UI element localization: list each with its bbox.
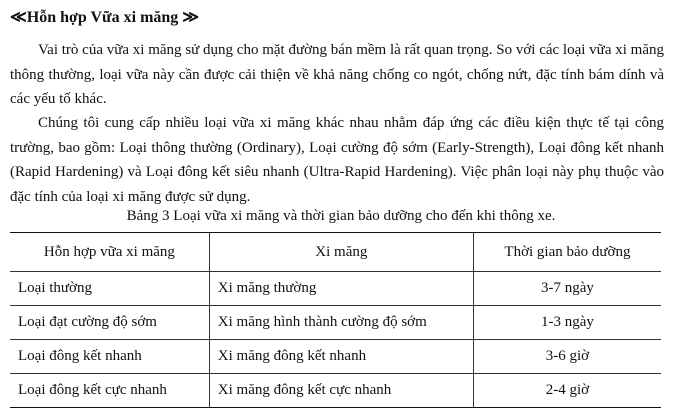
- intro-paragraph: Vai trò của vữa xi măng sử dụng cho mặt đường bán mềm là rất quan trọng. So với các loại vữa xi măng thông thường, loại vữa này cần được cải thiện về khả năng chống co ngót, chống nứt, đặc tính bám dính và các yếu tố khác.: [10, 42, 664, 107]
- cell-cement: Xi măng đông kết nhanh: [209, 340, 473, 374]
- table-row: [10, 340, 661, 374]
- cell-curing-time: 1-3 ngày: [473, 306, 661, 340]
- types-paragraph: Chúng tôi cung cấp nhiều loại vữa xi măng khác nhau nhằm đáp ứng các điều kiện thực tế tại công trường, bao gồm: Loại thông thường (Ordinary), Loại cường độ sớm (Early-Strength), Loại đông kết nhanh (Rapid Hardening) và Loại đông kết siêu nhanh (Ultra-Rapid Hardening). Việc phân loại này phụ thuộc vào đặc tính của loại xi măng được sử dụng.: [10, 115, 664, 205]
- cell-cement: Xi măng thường: [209, 272, 473, 306]
- cell-mortar-mix: Loại đạt cường độ sớm: [10, 306, 209, 340]
- cell-mortar-mix: Loại đông kết nhanh: [10, 340, 209, 374]
- header-curing-time: Thời gian bảo dưỡng: [473, 233, 661, 272]
- cell-curing-time: 2-4 giờ: [473, 374, 661, 408]
- table-row: [10, 272, 661, 306]
- header-cement: Xi măng: [209, 233, 473, 272]
- mortar-curing-table: [10, 232, 661, 408]
- cell-cement: Xi măng hình thành cường độ sớm: [209, 306, 473, 340]
- table-row: [10, 306, 661, 340]
- header-mortar-mix: Hỗn hợp vữa xi măng: [10, 233, 209, 272]
- table-header-row: [10, 233, 661, 272]
- section-title: ≪Hỗn hợp Vữa xi măng ≫: [10, 9, 200, 26]
- table-row: [10, 374, 661, 408]
- table-caption: Bảng 3 Loại vữa xi măng và thời gian bảo dưỡng cho đến khi thông xe.: [126, 208, 556, 224]
- cell-curing-time: 3-6 giờ: [473, 340, 661, 374]
- cell-mortar-mix: Loại thường: [10, 272, 209, 306]
- cell-curing-time: 3-7 ngày: [473, 272, 661, 306]
- cell-mortar-mix: Loại đông kết cực nhanh: [10, 374, 209, 408]
- cell-cement: Xi măng đông kết cực nhanh: [209, 374, 473, 408]
